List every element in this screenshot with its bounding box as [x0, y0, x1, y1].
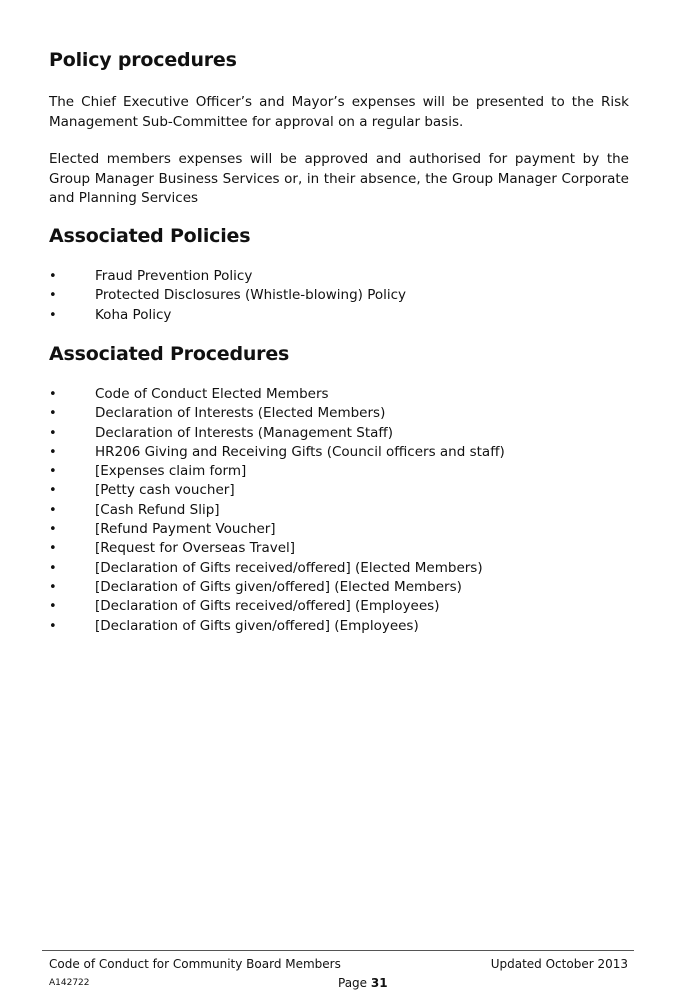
- list-item: [49, 559, 505, 578]
- list-item: [49, 597, 505, 616]
- list-item: [49, 462, 505, 481]
- list-item: [49, 481, 505, 500]
- bullet-icon: •: [49, 288, 57, 304]
- list-item-text: [Refund Payment Voucher]: [95, 521, 276, 538]
- bullet-icon: •: [49, 269, 57, 284]
- footer-divider: [42, 950, 634, 951]
- footer-document-title: Code of Conduct for Community Board Members: [49, 957, 341, 971]
- list-item-text: Code of Conduct Elected Members: [95, 386, 329, 402]
- list-item-text: [Expenses claim form]: [95, 463, 247, 480]
- heading-associated-procedures: Associated Procedures: [49, 343, 290, 365]
- list-item-text: Declaration of Interests (Management Staff): [95, 424, 393, 441]
- list-item-text: [Declaration of Gifts given/offered] (Employees): [95, 617, 419, 634]
- list-item: [49, 424, 505, 443]
- bullet-icon: •: [49, 444, 57, 460]
- list-item: [49, 286, 406, 305]
- bullet-icon: •: [49, 579, 57, 595]
- bullet-icon: •: [49, 307, 57, 323]
- list-item: [49, 501, 505, 520]
- bullet-icon: •: [49, 599, 57, 615]
- list-item-text: Koha Policy: [95, 306, 172, 323]
- paragraph-ceo-mayor-expenses: The Chief Executive Officer’s and Mayor’s expenses will be presented to the Risk Management Sub-Committee for approval on a regular basis.: [49, 94, 629, 130]
- list-item: [49, 539, 505, 558]
- list-item: [49, 443, 505, 462]
- bullet-icon: •: [49, 387, 57, 402]
- bullet-icon: •: [49, 522, 57, 538]
- bullet-icon: •: [49, 425, 57, 441]
- list-item-text: Declaration of Interests (Elected Members): [95, 405, 386, 422]
- associated-policies-list: [49, 267, 406, 325]
- paragraph-elected-members-expenses: Elected members expenses will be approved and authorised for payment by the Group Manager Business Services or, in their absence, the Group Manager Corporate and Planning Services: [49, 151, 629, 206]
- list-item-text: Protected Disclosures (Whistle-blowing) Policy: [95, 287, 407, 304]
- bullet-icon: •: [49, 560, 57, 576]
- list-item: [49, 578, 505, 597]
- bullet-icon: •: [49, 483, 57, 499]
- bullet-icon: •: [49, 618, 57, 634]
- list-item: [49, 306, 406, 325]
- list-item-text: HR206 Giving and Receiving Gifts (Council officers and staff): [95, 443, 505, 460]
- associated-procedures-list: [49, 385, 505, 636]
- list-item-text: Fraud Prevention Policy: [95, 268, 253, 284]
- list-item-text: [Declaration of Gifts received/offered] (Employees): [95, 598, 440, 615]
- list-item-text: [Cash Refund Slip]: [95, 501, 220, 518]
- list-item-text: [Petty cash voucher]: [95, 482, 235, 499]
- footer-reference-number: A142722: [49, 978, 90, 988]
- footer-updated-date: Updated October 2013: [490, 957, 628, 971]
- heading-policy-procedures: Policy procedures: [49, 49, 237, 71]
- list-item: [49, 385, 505, 404]
- bullet-icon: •: [49, 406, 57, 422]
- list-item-text: [Declaration of Gifts received/offered] (Elected Members): [95, 559, 483, 576]
- page-label: Page: [338, 976, 368, 990]
- bullet-icon: •: [49, 541, 57, 557]
- bullet-icon: •: [49, 502, 57, 518]
- list-item: [49, 267, 406, 286]
- list-item-text: [Request for Overseas Travel]: [95, 540, 296, 557]
- page-number: 31: [370, 976, 388, 990]
- list-item: [49, 404, 505, 423]
- list-item-text: [Declaration of Gifts given/offered] (Elected Members): [95, 578, 462, 595]
- bullet-icon: •: [49, 464, 57, 480]
- footer-page-number: [338, 976, 388, 990]
- list-item: [49, 617, 505, 636]
- heading-associated-policies: Associated Policies: [49, 225, 251, 247]
- list-item: [49, 520, 505, 539]
